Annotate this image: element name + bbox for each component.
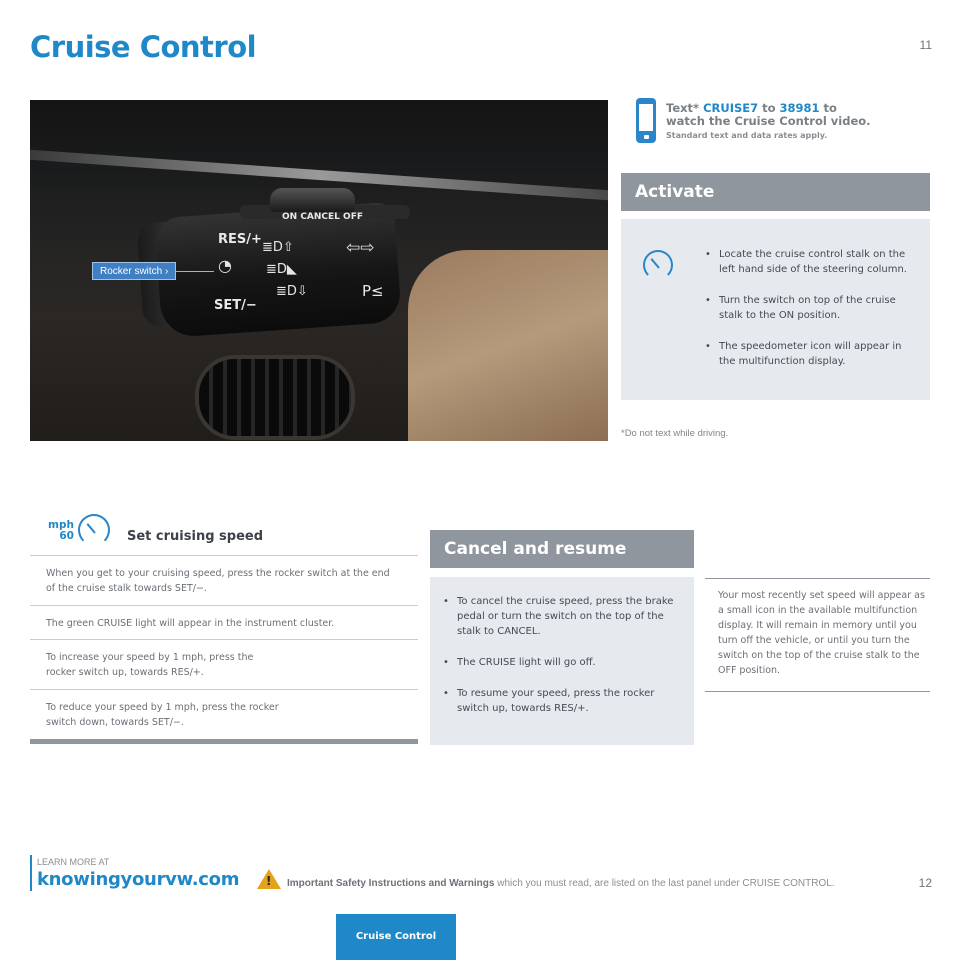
divider <box>30 689 418 690</box>
divider <box>30 605 418 606</box>
divider <box>705 578 930 579</box>
activate-header: Activate <box>621 173 930 211</box>
promo-prefix: Text* <box>666 101 704 115</box>
rocker-switch-callout: Rocker switch › <box>92 262 176 280</box>
cancel-steps <box>441 594 681 732</box>
promo-line2: watch the Cruise Control video. <box>666 114 871 128</box>
set-speed-paragraph: The green CRUISE light will appear in the instrument cluster. <box>46 618 335 629</box>
phone-button <box>644 135 649 139</box>
stalk-on-cancel-off-label: ON CANCEL OFF <box>282 212 363 222</box>
cancel-header: Cancel and resume <box>430 530 694 568</box>
mph-value: 60 <box>59 530 74 542</box>
parking-light-icon: P≤ <box>362 282 384 300</box>
cruise-switch-knob <box>270 188 355 212</box>
list-item: • The CRUISE light will go off. <box>441 655 681 670</box>
divider <box>705 691 930 692</box>
safety-notice <box>287 878 835 889</box>
page-number-right: 12 <box>918 876 932 890</box>
safety-rest: which you must read, are listed on the last panel under CRUISE CONTROL. <box>494 878 835 889</box>
tab-cruise-control[interactable]: Cruise Control <box>336 914 456 960</box>
phone-screen <box>639 104 653 131</box>
list-item: • To resume your speed, press the rocker switch up, towards RES/+. <box>441 686 681 716</box>
set-speed-paragraph: To reduce your speed by 1 mph, press the rocker switch down, towards SET/−. <box>46 702 279 728</box>
headlight-icon: ≣D⇩ <box>276 284 308 299</box>
stalk-res-label: RES/+ <box>218 232 262 247</box>
list-item: • The speedometer icon will appear in the multifunction display. <box>703 339 918 369</box>
headlight-icon: ≣D⇧ <box>262 240 294 255</box>
divider <box>30 639 418 640</box>
website-link[interactable]: knowingyourvw.com <box>37 869 240 890</box>
speedometer-icon <box>643 250 673 280</box>
divider <box>30 555 418 556</box>
promo-number: 38981 <box>779 101 820 115</box>
page-title: Cruise Control <box>30 30 257 64</box>
stalk-set-label: SET/− <box>214 298 257 313</box>
set-speed-paragraph: To increase your speed by 1 mph, press the rocker switch up, towards RES/+. <box>46 652 254 678</box>
memory-note: Your most recently set speed will appear as a small icon in the available multifunction display. It will remain in memory until you turn off the vehicle, or until you turn the switch on the top of the cruise stalk to the OFF position. <box>718 590 925 676</box>
footer-accent-bar <box>30 855 32 891</box>
speedometer-icon <box>78 514 110 546</box>
promo-keyword: CRUISE7 <box>703 101 759 115</box>
phone-icon <box>636 98 656 143</box>
rocker-callout-line <box>170 271 214 272</box>
footnote: *Do not text while driving. <box>621 428 729 439</box>
warning-icon: ! <box>257 869 281 889</box>
mph-label <box>48 520 74 542</box>
safety-bold: Important Safety Instructions and Warnings <box>287 878 495 889</box>
learn-more-label: LEARN MORE AT <box>37 857 110 867</box>
list-item: • Locate the cruise control stalk on the left hand side of the steering column. <box>703 247 918 277</box>
promo-rates-note: Standard text and data rates apply. <box>666 131 828 140</box>
page-number-left: 11 <box>919 38 932 52</box>
text-video-promo <box>666 102 871 142</box>
section-end-bar <box>30 739 418 744</box>
speedometer-icon: ◔ <box>218 256 232 275</box>
mph-unit: mph <box>48 519 74 531</box>
air-vent <box>195 355 355 440</box>
list-item: • Turn the switch on top of the cruise stalk to the ON position. <box>703 293 918 323</box>
headlight-icon: ≣D◣ <box>266 262 297 277</box>
promo-to: to <box>758 101 780 115</box>
turn-signal-icon: ⇦⇨ <box>346 238 375 258</box>
set-speed-paragraph: When you get to your cruising speed, press the rocker switch at the end of the cruise stalk towards SET/−. <box>46 568 390 594</box>
promo-to-end: to <box>819 101 837 115</box>
set-speed-heading: Set cruising speed <box>127 529 264 544</box>
activate-steps <box>703 247 918 385</box>
door-panel-trim <box>408 250 608 441</box>
list-item: • To cancel the cruise speed, press the brake pedal or turn the switch on the top of the stalk to CANCEL. <box>441 594 681 639</box>
